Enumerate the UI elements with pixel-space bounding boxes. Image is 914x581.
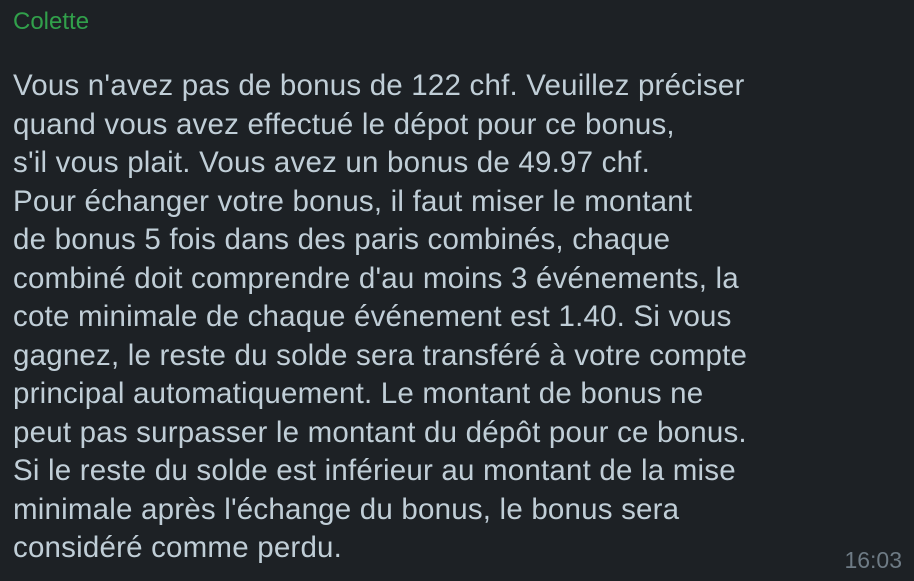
message-line: cote minimale de chaque événement est 1.40. Si vous (13, 300, 732, 333)
message-line: principal automatiquement. Le montant de bonus ne (13, 377, 704, 410)
message-line: minimale après l'échange du bonus, le bonus sera (13, 492, 680, 526)
message-line: quand vous avez effectué le dépot pour ce bonus, (13, 107, 675, 141)
message-text (13, 67, 900, 568)
message-line: s'il vous plait. Vous avez un bonus de 49.97 chf. (13, 146, 650, 179)
message-line: Vous n'avez pas de bonus de 122 chf. Veuillez préciser (13, 69, 745, 102)
message-line: gagnez, le reste du solde sera transféré à votre compte (13, 338, 748, 372)
message-line: Pour échanger votre bonus, il faut miser le montant (13, 184, 693, 218)
message-line: considéré comme perdu. (13, 531, 343, 564)
message-timestamp: 16:03 (844, 547, 902, 573)
sender-name[interactable]: Colette (13, 8, 90, 35)
message-line: peut pas surpasser le montant du dépôt pour ce bonus. (13, 415, 747, 449)
message-line: de bonus 5 fois dans des paris combinés, chaque (13, 223, 671, 256)
message-line: combiné doit comprendre d'au moins 3 événements, la (13, 261, 739, 295)
message-line: Si le reste du solde est inférieur au montant de la mise (13, 454, 736, 487)
